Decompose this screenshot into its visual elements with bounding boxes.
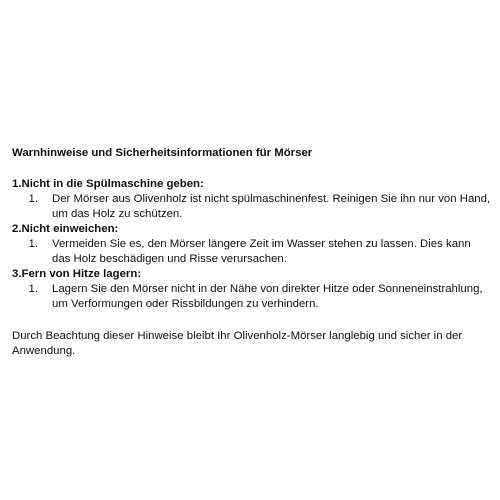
- document: [12, 146, 492, 359]
- list-item-text: Vermeiden Sie es, den Mörser längere Zeit im Wasser stehen zu lassen. Dies kann das Holz beschädigen und Risse verursachen.: [52, 238, 471, 265]
- list-item-text: Lagern Sie den Mörser nicht in der Nähe von direkter Hitze oder Sonneneinstrahlung, um Verformungen oder Rissbildungen zu verhindern.: [52, 283, 483, 310]
- list-item: [12, 282, 492, 312]
- list-item: [12, 192, 492, 222]
- section-heat: [12, 267, 492, 312]
- list-item: [12, 237, 492, 267]
- document-title: Warnhinweise und Sicherheitsinformationen für Mörser: [12, 147, 313, 159]
- section-dishwasher: [12, 177, 492, 222]
- section-heading: 1.Nicht in die Spülmaschine geben:: [12, 178, 204, 190]
- list-item-number: 1.: [28, 193, 38, 205]
- section-heading: 3.Fern von Hitze lagern:: [12, 268, 142, 280]
- list-item-number: 1.: [28, 283, 38, 295]
- list-item-number: 1.: [28, 238, 38, 250]
- section-heading: 2.Nicht einweichen:: [12, 223, 119, 235]
- section-soaking: [12, 222, 492, 267]
- list-item-text: Der Mörser aus Olivenholz ist nicht spülmaschinenfest. Reinigen Sie ihn nur von Hand, um das Holz zu schützen.: [52, 193, 491, 220]
- closing-paragraph: Durch Beachtung dieser Hinweise bleibt Ihr Olivenholz-Mörser langlebig und sicher in der Anwendung.: [12, 330, 463, 357]
